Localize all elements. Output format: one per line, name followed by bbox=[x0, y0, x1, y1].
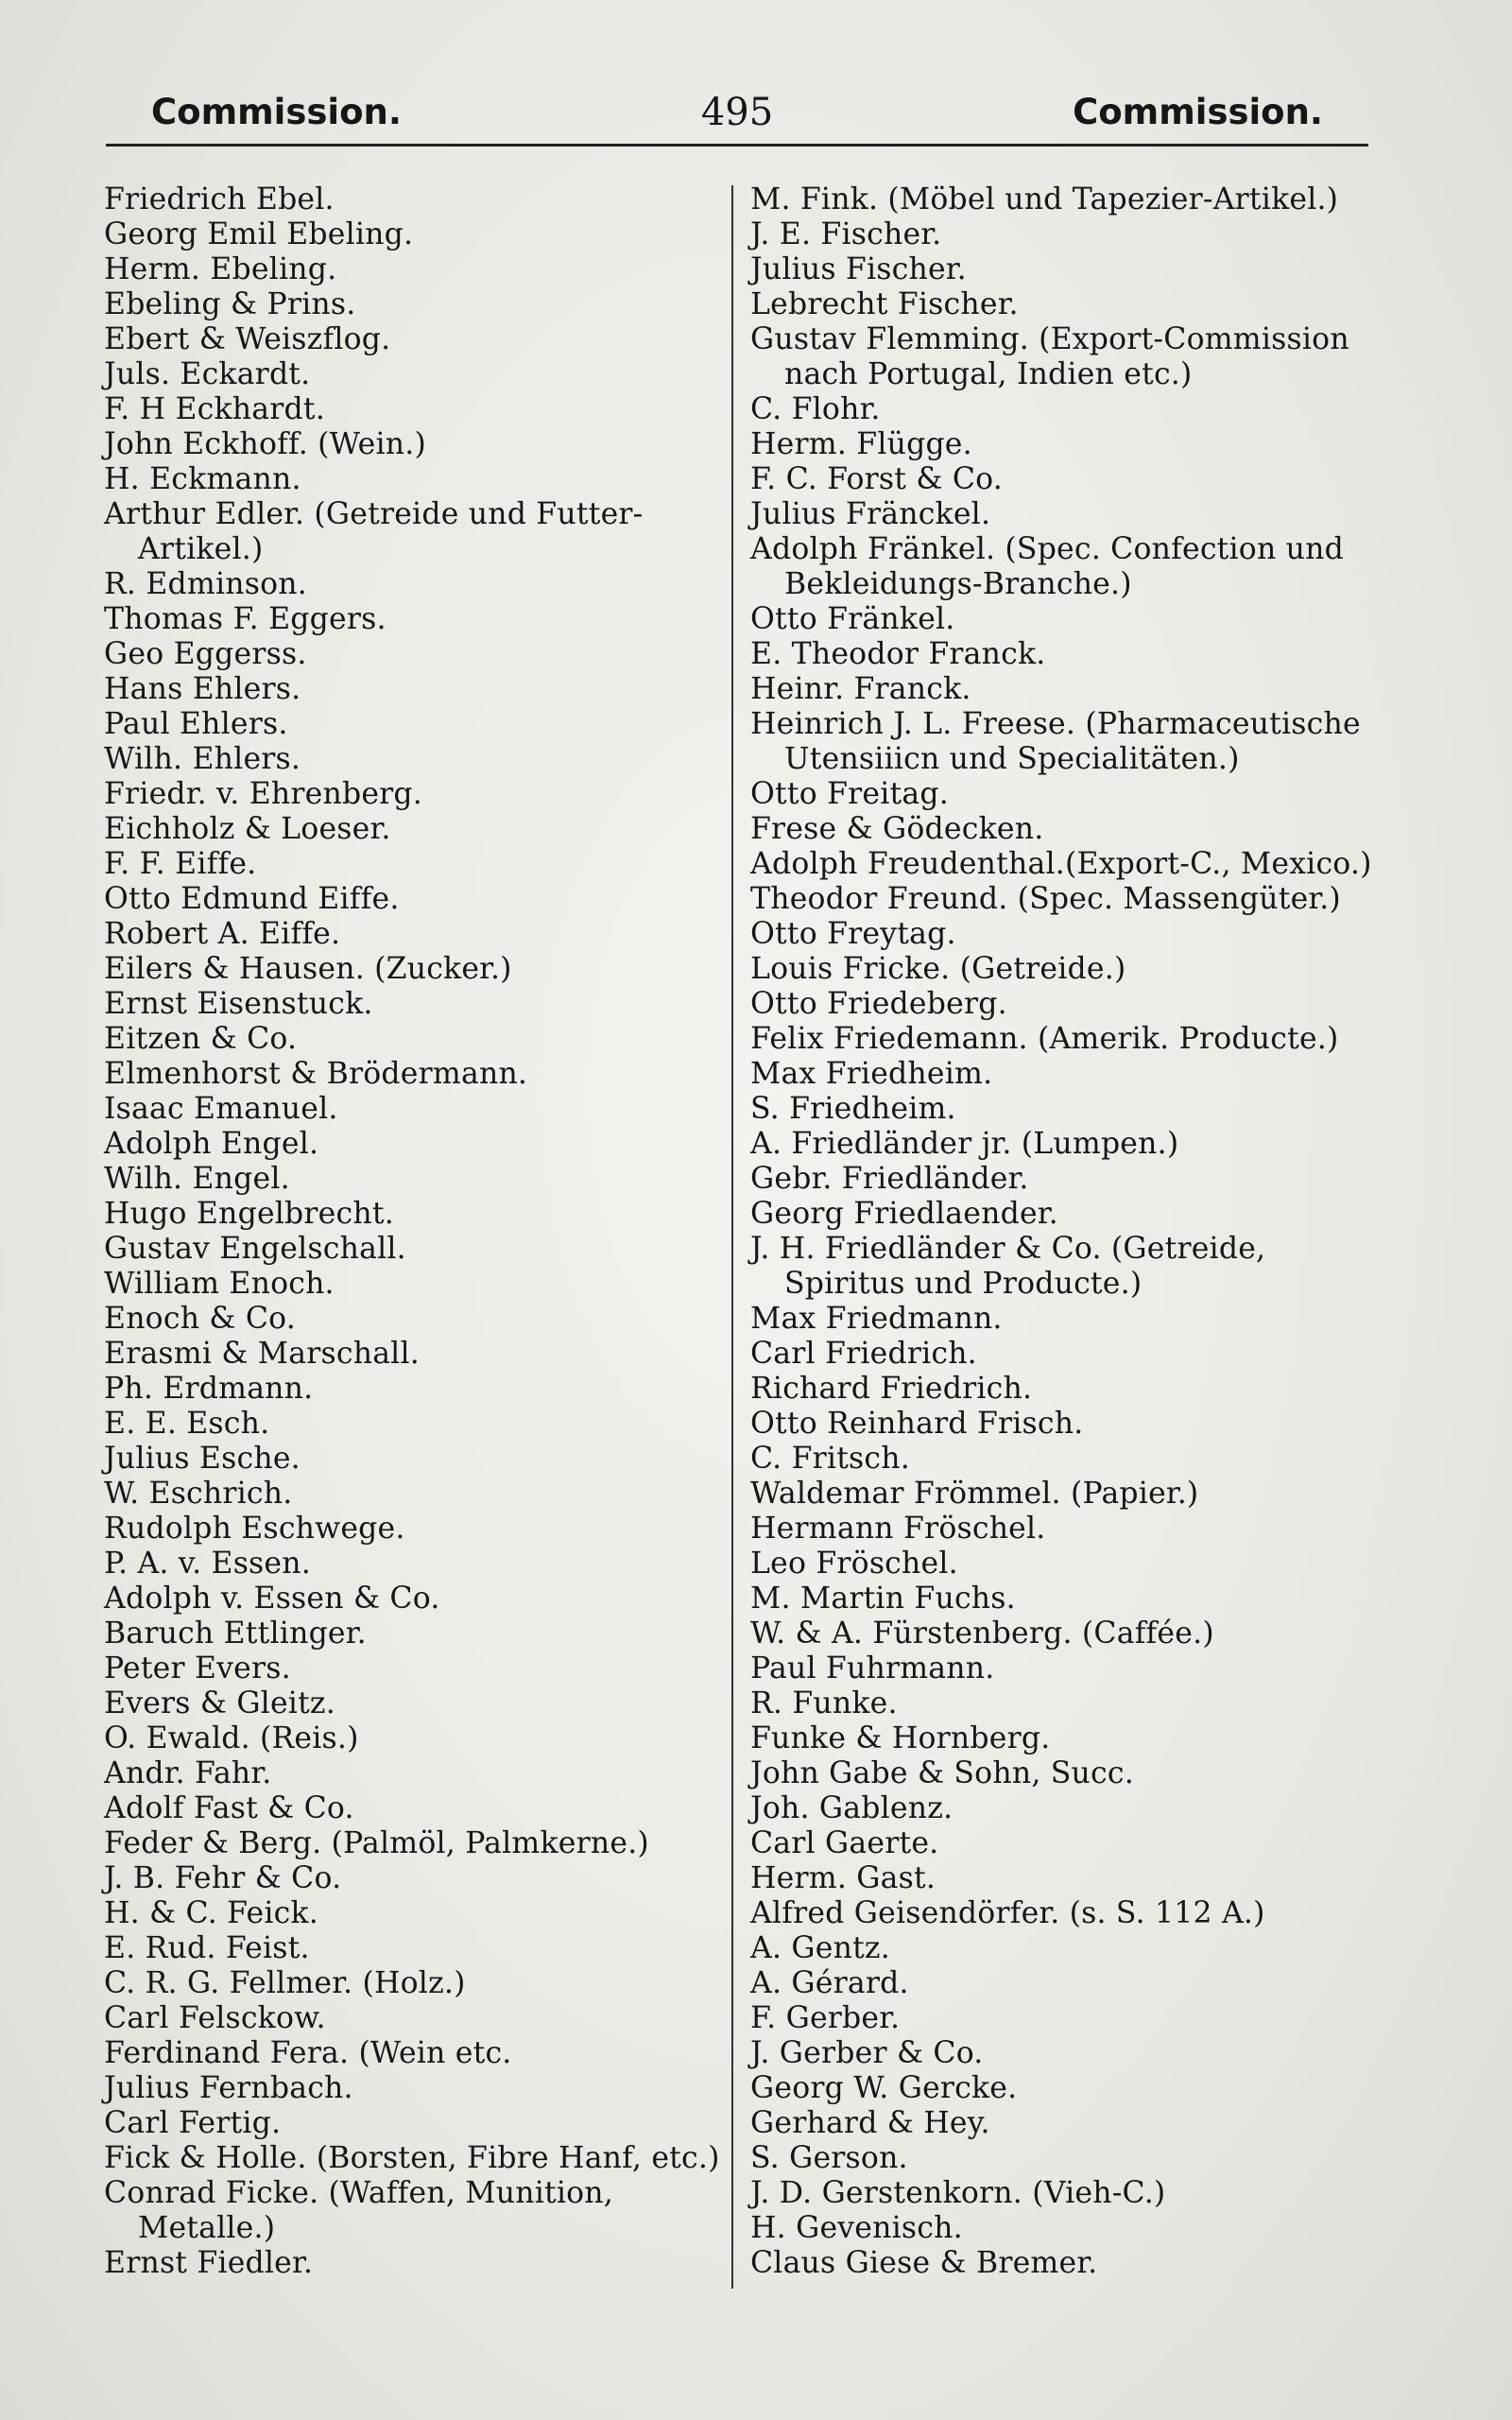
directory-entry-continuation: Bekleidungs-Branche.) bbox=[784, 567, 1132, 601]
directory-entry: E. E. Esch. bbox=[104, 1407, 270, 1441]
directory-entry: Geo Eggerss. bbox=[104, 637, 307, 671]
directory-entry: Adolph Engel. bbox=[104, 1127, 319, 1161]
directory-entry: Thomas F. Eggers. bbox=[104, 602, 387, 636]
directory-entry: Rudolph Eschwege. bbox=[104, 1512, 405, 1546]
directory-entry: Funke & Hornberg. bbox=[750, 1721, 1051, 1755]
directory-entry: Ernst Eisenstuck. bbox=[104, 987, 373, 1021]
directory-entry: Julius Esche. bbox=[104, 1442, 301, 1476]
directory-entry: Carl Felsckow. bbox=[104, 2001, 326, 2035]
directory-entry: Ebert & Weiszflog. bbox=[104, 322, 391, 356]
directory-entry: Ferdinand Fera. (Wein etc. bbox=[104, 2036, 512, 2070]
header-left-title: Commission. bbox=[151, 92, 402, 132]
column-divider bbox=[731, 185, 733, 2289]
directory-entry: Eitzen & Co. bbox=[104, 1022, 298, 1056]
directory-entry: A. Gérard. bbox=[750, 1966, 909, 2000]
directory-entry: Carl Fertig. bbox=[104, 2106, 282, 2140]
directory-entry: Friedr. v. Ehrenberg. bbox=[104, 777, 423, 811]
directory-entry: Joh. Gablenz. bbox=[750, 1791, 954, 1825]
directory-entry: F. Gerber. bbox=[750, 2001, 901, 2035]
directory-entry: H. & C. Feick. bbox=[104, 1896, 318, 1930]
directory-entry: O. Ewald. (Reis.) bbox=[104, 1721, 359, 1755]
header-rule bbox=[106, 144, 1368, 147]
directory-entry: Heinr. Franck. bbox=[750, 672, 971, 706]
directory-entry: Fick & Holle. (Borsten, Fibre Hanf, etc.) bbox=[104, 2141, 720, 2175]
directory-entry: F. H Eckhardt. bbox=[104, 392, 325, 426]
directory-entry: Friedrich Ebel. bbox=[104, 182, 335, 216]
directory-entry: Carl Gaerte. bbox=[750, 1826, 939, 1860]
directory-entry: R. Funke. bbox=[750, 1686, 898, 1720]
directory-entry: Adolph v. Essen & Co. bbox=[104, 1582, 440, 1616]
directory-entry: F. F. Eiffe. bbox=[104, 847, 257, 881]
directory-entry: Eichholz & Loeser. bbox=[104, 812, 391, 846]
directory-entry-continuation: nach Portugal, Indien etc.) bbox=[784, 357, 1193, 391]
directory-entry: Waldemar Frömmel. (Papier.) bbox=[750, 1477, 1199, 1511]
directory-entry: Gustav Flemming. (Export-Commission bbox=[750, 322, 1349, 356]
directory-entry: S. Gerson. bbox=[750, 2141, 908, 2175]
directory-entry: Eilers & Hausen. (Zucker.) bbox=[104, 952, 512, 986]
directory-entry: Hans Ehlers. bbox=[104, 672, 301, 706]
directory-entry: Otto Edmund Eiffe. bbox=[104, 882, 400, 916]
directory-entry: Adolph Fränkel. (Spec. Confection und bbox=[750, 532, 1345, 566]
directory-entry: Feder & Berg. (Palmöl, Palmkerne.) bbox=[104, 1826, 649, 1860]
directory-entry: Gebr. Friedländer. bbox=[750, 1162, 1029, 1196]
directory-entry: W. & A. Fürstenberg. (Caffée.) bbox=[750, 1616, 1214, 1651]
directory-entry-continuation: Utensiiicn und Specialitäten.) bbox=[784, 742, 1240, 776]
directory-entry: A. Gentz. bbox=[750, 1931, 890, 1965]
directory-entry: John Eckhoff. (Wein.) bbox=[104, 427, 426, 461]
directory-entry: Peter Evers. bbox=[104, 1651, 291, 1685]
directory-entry: Hermann Fröschel. bbox=[750, 1512, 1046, 1546]
directory-entry: Evers & Gleitz. bbox=[104, 1686, 335, 1720]
directory-entry: Erasmi & Marschall. bbox=[104, 1337, 420, 1371]
directory-entry: Otto Fränkel. bbox=[750, 602, 955, 636]
directory-entry-continuation: Metalle.) bbox=[138, 2211, 276, 2245]
directory-entry: Ernst Fiedler. bbox=[104, 2246, 314, 2280]
directory-entry: Julius Fischer. bbox=[750, 252, 967, 286]
directory-entry: Otto Freitag. bbox=[750, 777, 949, 811]
directory-entry-continuation: Artikel.) bbox=[138, 532, 264, 566]
directory-entry: A. Friedländer jr. (Lumpen.) bbox=[750, 1127, 1179, 1161]
directory-entry: John Gabe & Sohn, Succ. bbox=[750, 1756, 1134, 1790]
directory-entry: Baruch Ettlinger. bbox=[104, 1616, 367, 1651]
directory-entry: Hugo Engelbrecht. bbox=[104, 1197, 394, 1231]
directory-entry: F. C. Forst & Co. bbox=[750, 462, 1003, 496]
left-column bbox=[104, 182, 728, 2281]
directory-entry: Ph. Erdmann. bbox=[104, 1372, 314, 1406]
directory-entry: S. Friedheim. bbox=[750, 1092, 956, 1126]
directory-entry: Gerhard & Hey. bbox=[750, 2106, 990, 2140]
directory-entry: C. Flohr. bbox=[750, 392, 881, 426]
directory-entry: Herm. Flügge. bbox=[750, 427, 972, 461]
directory-entry: Georg W. Gercke. bbox=[750, 2071, 1018, 2105]
directory-entry: J. H. Friedländer & Co. (Getreide, bbox=[750, 1232, 1266, 1266]
directory-entry: H. Gevenisch. bbox=[750, 2211, 963, 2245]
right-column bbox=[750, 182, 1374, 2281]
directory-entry: Leo Fröschel. bbox=[750, 1547, 958, 1581]
directory-entry: Adolph Freudenthal.(Export-C., Mexico.) bbox=[750, 847, 1372, 881]
directory-entry: Lebrecht Fischer. bbox=[750, 287, 1019, 321]
directory-entry: Julius Fernbach. bbox=[104, 2071, 353, 2105]
page-number: 495 bbox=[700, 91, 774, 134]
directory-entry: W. Eschrich. bbox=[104, 1477, 293, 1511]
directory-entry: Conrad Ficke. (Waffen, Munition, bbox=[104, 2176, 613, 2210]
directory-entry: Herm. Ebeling. bbox=[104, 252, 337, 286]
directory-entry: J. D. Gerstenkorn. (Vieh-C.) bbox=[750, 2176, 1166, 2210]
directory-entry: Georg Emil Ebeling. bbox=[104, 217, 414, 251]
directory-entry: Georg Friedlaender. bbox=[750, 1197, 1058, 1231]
directory-entry: Robert A. Eiffe. bbox=[104, 917, 341, 951]
directory-entry: Adolf Fast & Co. bbox=[104, 1791, 354, 1825]
directory-entry: M. Martin Fuchs. bbox=[750, 1582, 1016, 1616]
directory-entry: M. Fink. (Möbel und Tapezier-Artikel.) bbox=[750, 182, 1339, 216]
directory-entry: Enoch & Co. bbox=[104, 1302, 296, 1336]
directory-entry: Alfred Geisendörfer. (s. S. 112 A.) bbox=[750, 1896, 1265, 1930]
directory-entry: E. Theodor Franck. bbox=[750, 637, 1046, 671]
directory-entry: C. Fritsch. bbox=[750, 1442, 910, 1476]
directory-entry: H. Eckmann. bbox=[104, 462, 301, 496]
directory-entry: Juls. Eckardt. bbox=[104, 357, 311, 391]
directory-entry: William Enoch. bbox=[104, 1267, 335, 1301]
directory-entry: Isaac Emanuel. bbox=[104, 1092, 338, 1126]
directory-entry: Wilh. Engel. bbox=[104, 1162, 290, 1196]
directory-entry: Frese & Gödecken. bbox=[750, 812, 1044, 846]
directory-entry: Otto Friedeberg. bbox=[750, 987, 1007, 1021]
directory-entry: Wilh. Ehlers. bbox=[104, 742, 301, 776]
directory-entry: Andr. Fahr. bbox=[104, 1756, 272, 1790]
directory-entry: J. E. Fischer. bbox=[750, 217, 942, 251]
directory-entry: Claus Giese & Bremer. bbox=[750, 2246, 1098, 2280]
directory-entry: Theodor Freund. (Spec. Massengüter.) bbox=[750, 882, 1341, 916]
header-right-title: Commission. bbox=[1073, 92, 1323, 132]
directory-entry: Louis Fricke. (Getreide.) bbox=[750, 952, 1126, 986]
directory-entry: J. Gerber & Co. bbox=[750, 2036, 984, 2070]
directory-entry: E. Rud. Feist. bbox=[104, 1931, 310, 1965]
directory-entry: Max Friedheim. bbox=[750, 1057, 993, 1091]
directory-entry: Richard Friedrich. bbox=[750, 1372, 1033, 1406]
directory-entry: R. Edminson. bbox=[104, 567, 307, 601]
directory-entry: Max Friedmann. bbox=[750, 1302, 1003, 1336]
page-header bbox=[106, 87, 1368, 138]
directory-entry: Ebeling & Prins. bbox=[104, 287, 356, 321]
directory-entry: Paul Ehlers. bbox=[104, 707, 288, 741]
directory-entry: Otto Freytag. bbox=[750, 917, 956, 951]
directory-entry: Elmenhorst & Brödermann. bbox=[104, 1057, 528, 1091]
directory-entry: Gustav Engelschall. bbox=[104, 1232, 406, 1266]
directory-entry: C. R. G. Fellmer. (Holz.) bbox=[104, 1966, 466, 2000]
directory-entry: P. A. v. Essen. bbox=[104, 1547, 311, 1581]
directory-entry: Julius Fränckel. bbox=[750, 497, 991, 531]
directory-entry-continuation: Spiritus und Producte.) bbox=[784, 1267, 1143, 1301]
directory-entry: Carl Friedrich. bbox=[750, 1337, 977, 1371]
directory-entry: Herm. Gast. bbox=[750, 1861, 936, 1895]
directory-entry: Otto Reinhard Frisch. bbox=[750, 1407, 1084, 1441]
directory-entry: Felix Friedemann. (Amerik. Producte.) bbox=[750, 1022, 1339, 1056]
directory-entry: Arthur Edler. (Getreide und Futter- bbox=[104, 497, 644, 531]
directory-entry: J. B. Fehr & Co. bbox=[104, 1861, 342, 1895]
directory-entry: Heinrich J. L. Freese. (Pharmaceutische bbox=[750, 707, 1361, 741]
directory-entry: Paul Fuhrmann. bbox=[750, 1651, 995, 1685]
